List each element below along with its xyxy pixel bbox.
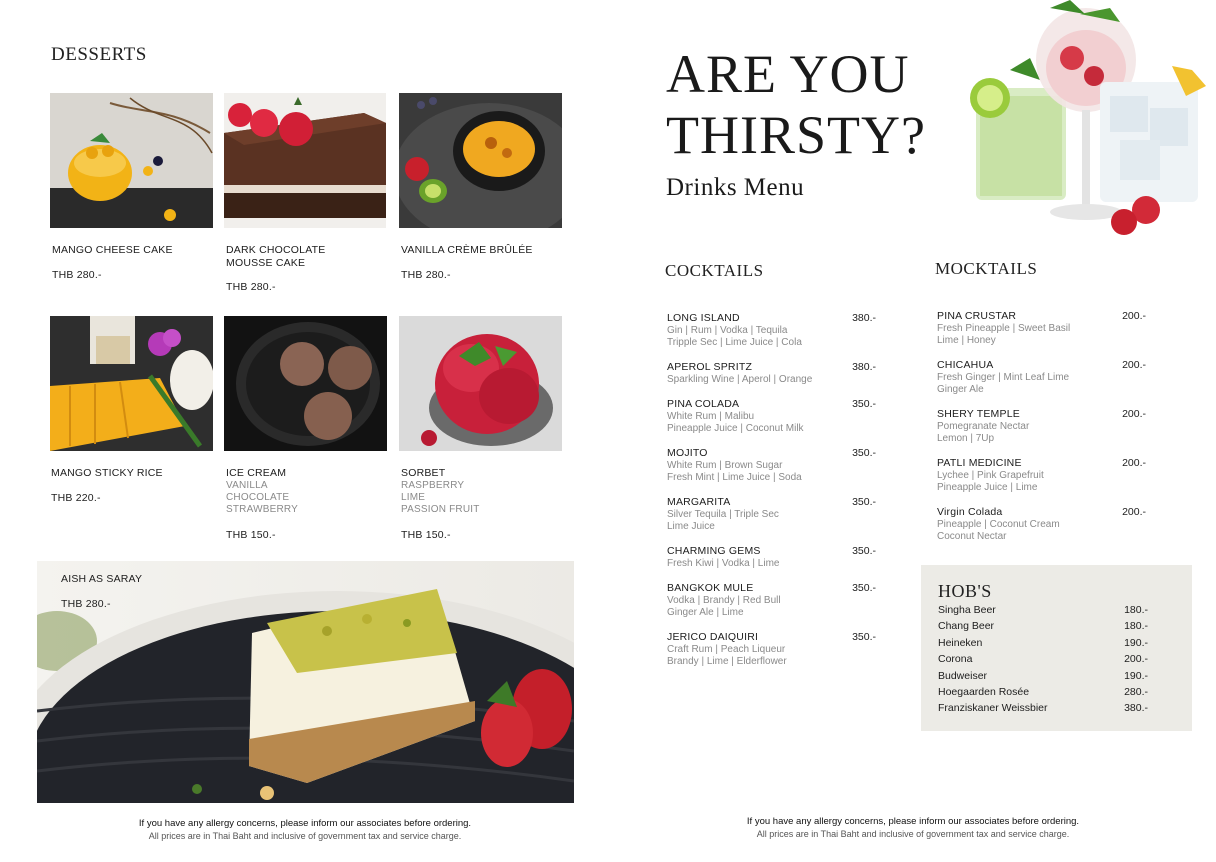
sorbet-photo: [399, 316, 562, 451]
item-sub-passion-fruit: PASSION FRUIT: [401, 504, 480, 515]
item-name-mango-cheese-cake: MANGO CHEESE CAKE: [52, 244, 173, 256]
beer-row: [938, 637, 1148, 649]
beer-price: 280.-: [1124, 686, 1148, 698]
drink-name: LONG ISLAND: [667, 312, 740, 324]
prices-note-left: All prices are in Thai Baht and inclusive of government tax and service charge.: [148, 831, 462, 841]
beer-price: 180.-: [1124, 620, 1148, 632]
hero-title-line1: ARE YOU: [666, 44, 910, 104]
mocktails-title: MOCKTAILS: [935, 259, 1038, 278]
item-sub-vanilla: VANILLA: [226, 480, 268, 491]
item-name-ice-cream: ICE CREAM: [226, 467, 287, 479]
drink-name: APEROL SPRITZ: [667, 361, 753, 373]
item-name-mousse-cake: MOUSSE CAKE: [226, 257, 306, 269]
drink-ingredients: Ginger Ale: [937, 384, 984, 395]
item-price-sorbet: THB 150.-: [401, 529, 451, 541]
cocktail-mojito: [667, 447, 882, 485]
vanilla-creme-brulee-photo: [399, 93, 562, 228]
cocktail-bangkok-mule: [667, 582, 882, 620]
mocktail-chicahua: [937, 359, 1149, 397]
drink-price: 350.-: [852, 631, 876, 643]
drink-ingredients: Fresh Kiwi | Vodka | Lime: [667, 557, 780, 569]
beer-price: 380.-: [1124, 702, 1148, 714]
drink-ingredients: Lemon | 7Up: [937, 433, 995, 444]
beer-name: Chang Beer: [938, 620, 995, 632]
beer-price: 190.-: [1124, 637, 1148, 649]
beer-name: Heineken: [938, 637, 983, 649]
item-sub-strawberry: STRAWBERRY: [226, 504, 299, 515]
drink-price: 350.-: [852, 496, 876, 508]
drink-name: MOJITO: [667, 447, 708, 459]
item-price-dark-chocolate: THB 280.-: [226, 281, 276, 293]
drink-price: 380.-: [852, 312, 876, 324]
drink-price: 200.-: [1122, 506, 1146, 518]
drink-ingredients: Ginger Ale | Lime: [667, 607, 744, 618]
item-sub-raspberry: RASPBERRY: [401, 480, 465, 491]
item-price-ice-cream: THB 150.-: [226, 529, 276, 541]
prices-note-right: All prices are in Thai Baht and inclusive of government tax and service charge.: [756, 829, 1070, 839]
drink-ingredients: Fresh Mint | Lime Juice | Soda: [667, 472, 802, 483]
drink-name: CHARMING GEMS: [667, 545, 761, 557]
item-sub-lime: LIME: [401, 492, 426, 503]
beer-price: 180.-: [1124, 604, 1148, 616]
drink-ingredients: Fresh Pineapple | Sweet Basil: [937, 322, 1071, 334]
cocktail-glasses-illustration: [960, 0, 1216, 245]
drink-ingredients: Pineapple Juice | Coconut Milk: [667, 423, 804, 434]
drink-price: 350.-: [852, 398, 876, 410]
drink-ingredients: Silver Tequila | Triple Sec: [667, 508, 779, 520]
drink-ingredients: Lychee | Pink Grapefruit: [937, 469, 1044, 481]
beer-name: Corona: [938, 653, 973, 665]
item-price-mango-cheese-cake: THB 280.-: [52, 269, 102, 281]
drink-name: PINA CRUSTAR: [937, 310, 1017, 322]
item-price-mango-sticky-rice: THB 220.-: [51, 492, 101, 504]
drink-ingredients: Lime Juice: [667, 521, 715, 532]
drink-ingredients: Pineapple Juice | Lime: [937, 482, 1038, 493]
drink-price: 350.-: [852, 582, 876, 594]
beer-row: [938, 686, 1148, 698]
beer-name: Franziskaner Weissbier: [938, 702, 1048, 714]
drink-ingredients: White Rum | Malibu: [667, 410, 755, 422]
drink-price: 380.-: [852, 361, 876, 373]
drink-ingredients: Tripple Sec | Lime Juice | Cola: [667, 337, 802, 348]
drink-name: Virgin Colada: [937, 506, 1003, 518]
beer-row: [938, 620, 1148, 632]
drink-ingredients: Sparkling Wine | Aperol | Orange: [667, 373, 813, 385]
mocktail-patli-medicine: [937, 457, 1149, 495]
beer-name: Singha Beer: [938, 604, 996, 616]
beer-name: Budweiser: [938, 670, 988, 682]
drink-name: MARGARITA: [667, 496, 731, 508]
drink-price: 200.-: [1122, 359, 1146, 371]
drink-name: JERICO DAIQUIRI: [667, 631, 759, 643]
drink-ingredients: Pineapple | Coconut Cream: [937, 518, 1060, 530]
drink-price: 350.-: [852, 545, 876, 557]
beer-name: Hoegaarden Rosée: [938, 686, 1030, 698]
cocktail-charming-gems: [667, 545, 882, 570]
hobs-title: HOB'S: [938, 581, 992, 601]
desserts-title: DESSERTS: [51, 44, 147, 65]
feature-price-aish-as-saray: THB 280.-: [61, 598, 111, 610]
drink-name: SHERY TEMPLE: [937, 408, 1020, 420]
drink-price: 200.-: [1122, 457, 1146, 469]
drink-name: PINA COLADA: [667, 398, 740, 410]
allergy-notice-left: If you have any allergy concerns, please inform our associates before ordering.: [138, 818, 472, 829]
drink-ingredients: Fresh Ginger | Mint Leaf Lime: [937, 371, 1070, 383]
cocktail-jerico-daiquiri: [667, 631, 882, 669]
drink-price: 200.-: [1122, 310, 1146, 322]
beer-price: 200.-: [1124, 653, 1148, 665]
drink-name: PATLI MEDICINE: [937, 457, 1022, 469]
drink-name: BANGKOK MULE: [667, 582, 754, 594]
mango-cheese-cake-photo: [50, 93, 213, 228]
drink-ingredients: Pomegranate Nectar: [937, 420, 1030, 432]
drinks-menu-subtitle: Drinks Menu: [666, 174, 805, 201]
cocktail-margarita: [667, 496, 882, 534]
beer-price: 190.-: [1124, 670, 1148, 682]
hobs-beer-box: [921, 565, 1192, 731]
item-name-sorbet: SORBET: [401, 467, 446, 479]
item-name-dark-chocolate: DARK CHOCOLATE: [226, 244, 326, 256]
drink-name: CHICAHUA: [937, 359, 994, 371]
ice-cream-photo: [224, 316, 387, 451]
beer-row: [938, 702, 1148, 714]
cocktail-aperol-spritz: [667, 361, 882, 386]
allergy-notice-right: If you have any allergy concerns, please inform our associates before ordering.: [746, 816, 1080, 827]
mango-sticky-rice-photo: [50, 316, 213, 451]
drink-ingredients: Craft Rum | Peach Liqueur: [667, 643, 786, 655]
beer-row: [938, 653, 1148, 665]
aish-as-saray-photo: [37, 561, 574, 803]
item-name-mango-sticky-rice: MANGO STICKY RICE: [51, 467, 163, 479]
cocktail-pina-colada: [667, 398, 882, 436]
hero-title-line2: THIRSTY?: [666, 105, 926, 165]
beer-row: [938, 604, 1148, 616]
item-price-creme-brulee: THB 280.-: [401, 269, 451, 281]
item-name-creme-brulee: VANILLA CRÈME BRÛLÉE: [401, 244, 533, 256]
mocktail-shery-temple: [937, 408, 1149, 446]
item-sub-chocolate: CHOCOLATE: [226, 492, 290, 503]
drink-price: 200.-: [1122, 408, 1146, 420]
drink-ingredients: Coconut Nectar: [937, 531, 1007, 542]
drink-ingredients: Gin | Rum | Vodka | Tequila: [667, 324, 788, 336]
drink-ingredients: Lime | Honey: [937, 335, 996, 346]
drink-ingredients: White Rum | Brown Sugar: [667, 459, 783, 471]
dark-chocolate-mousse-cake-photo: [224, 93, 386, 228]
drink-ingredients: Brandy | Lime | Elderflower: [667, 656, 787, 667]
beer-row: [938, 670, 1148, 682]
cocktail-long-island: [667, 312, 882, 350]
cocktails-title: COCKTAILS: [665, 261, 764, 280]
mocktail-virgin-colada: [937, 506, 1149, 544]
mocktail-pina-crustar: [937, 310, 1149, 348]
drink-price: 350.-: [852, 447, 876, 459]
feature-name-aish-as-saray: AISH AS SARAY: [61, 573, 143, 585]
drink-ingredients: Vodka | Brandy | Red Bull: [667, 594, 781, 606]
